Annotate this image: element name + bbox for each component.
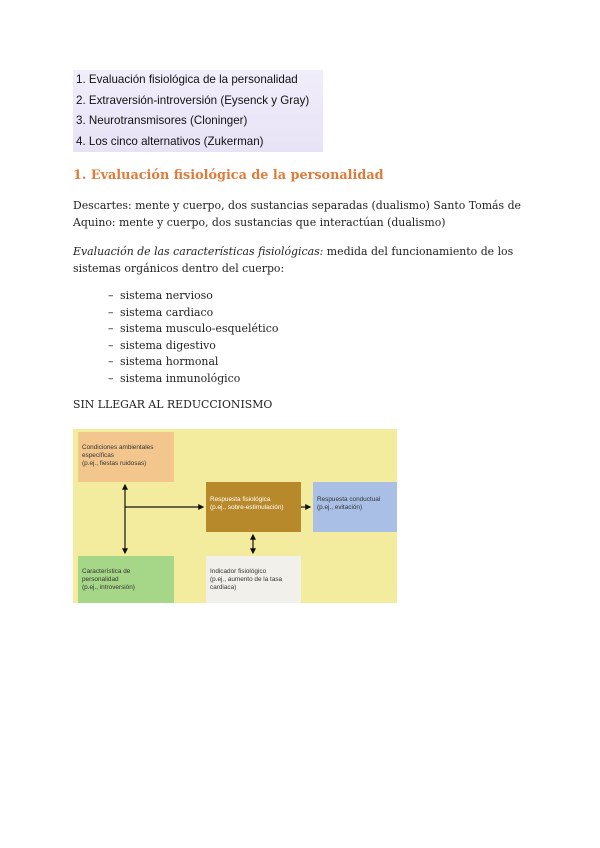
list-item-text: sistema nervioso: [120, 289, 213, 302]
list-item-text: sistema musculo-esquelético: [120, 322, 279, 335]
list-item-text: sistema inmunológico: [120, 371, 241, 385]
toc-item: 4. Los cinco alternativos (Zukerman): [76, 134, 264, 148]
box-physiological-response: [206, 482, 301, 532]
list-dash: –: [108, 322, 114, 335]
list-dash: –: [108, 371, 114, 385]
box-line: (p.ej., introversión): [82, 584, 135, 591]
list-item: [108, 338, 278, 355]
toc-item: 1. Evaluación fisiológica de la personalidad: [76, 73, 298, 86]
reductionism-note: SIN LLEGAR AL REDUCCIONISMO: [73, 398, 273, 411]
list-item: [108, 321, 278, 338]
list-dash: –: [108, 289, 114, 302]
list-dash: –: [108, 338, 114, 352]
box-environmental-conditions: [78, 432, 174, 482]
box-line: (p.ej., fiestas ruidosas): [82, 460, 147, 467]
box-line: cardiaca): [210, 584, 237, 591]
box-line: Indicador fisiológico: [210, 568, 267, 575]
list-dash: –: [108, 355, 114, 368]
box-physiological-indicator: [206, 556, 301, 603]
box-line: Característica de: [82, 568, 131, 575]
paragraph-evaluation-text: medida del funcionamiento de los sistemas orgánicos dentro del cuerpo:: [73, 245, 514, 275]
list-item: [108, 305, 278, 322]
box-line: (p.ej., aumento de la tasa: [210, 576, 283, 583]
list-item: [108, 354, 278, 371]
systems-list: [108, 288, 278, 387]
list-item: [108, 288, 278, 305]
physiology-diagram: [73, 429, 397, 603]
paragraph-evaluation-term: Evaluación de las características fisiológicas:: [73, 245, 324, 258]
box-line: Respuesta fisiológica: [210, 496, 271, 503]
box-line: específicas: [82, 452, 114, 459]
list-item-text: sistema digestivo: [120, 338, 216, 352]
section-heading: 1. Evaluación fisiológica de la personalidad: [73, 168, 384, 183]
toc-item: 2. Extraversión-introversión (Eysenck y Gray): [76, 93, 310, 107]
list-item: [108, 371, 278, 388]
box-line: Respuesta conductual: [317, 496, 381, 503]
paragraph-evaluation: [73, 243, 543, 277]
list-dash: –: [108, 305, 114, 319]
box-line: personalidad: [82, 576, 119, 583]
box-personality-trait: [78, 556, 174, 603]
list-item-text: sistema hormonal: [120, 355, 219, 368]
box-line: (p.ej., evitación): [317, 504, 363, 511]
list-item-text: sistema cardiaco: [120, 305, 214, 319]
box-behavioral-response: [313, 482, 397, 532]
paragraph-dualism: Descartes: mente y cuerpo, dos sustancias separadas (dualismo) Santo Tomás de Aquino: mente y cuerpo, dos sustancias que interactúan (dualismo): [73, 199, 521, 229]
toc-item: 3. Neurotransmisores (Cloninger): [76, 114, 248, 127]
box-line: Condiciones ambientales: [82, 444, 154, 451]
box-line: (p.ej., sobre-estimulación): [210, 504, 284, 511]
table-of-contents: [73, 70, 323, 152]
